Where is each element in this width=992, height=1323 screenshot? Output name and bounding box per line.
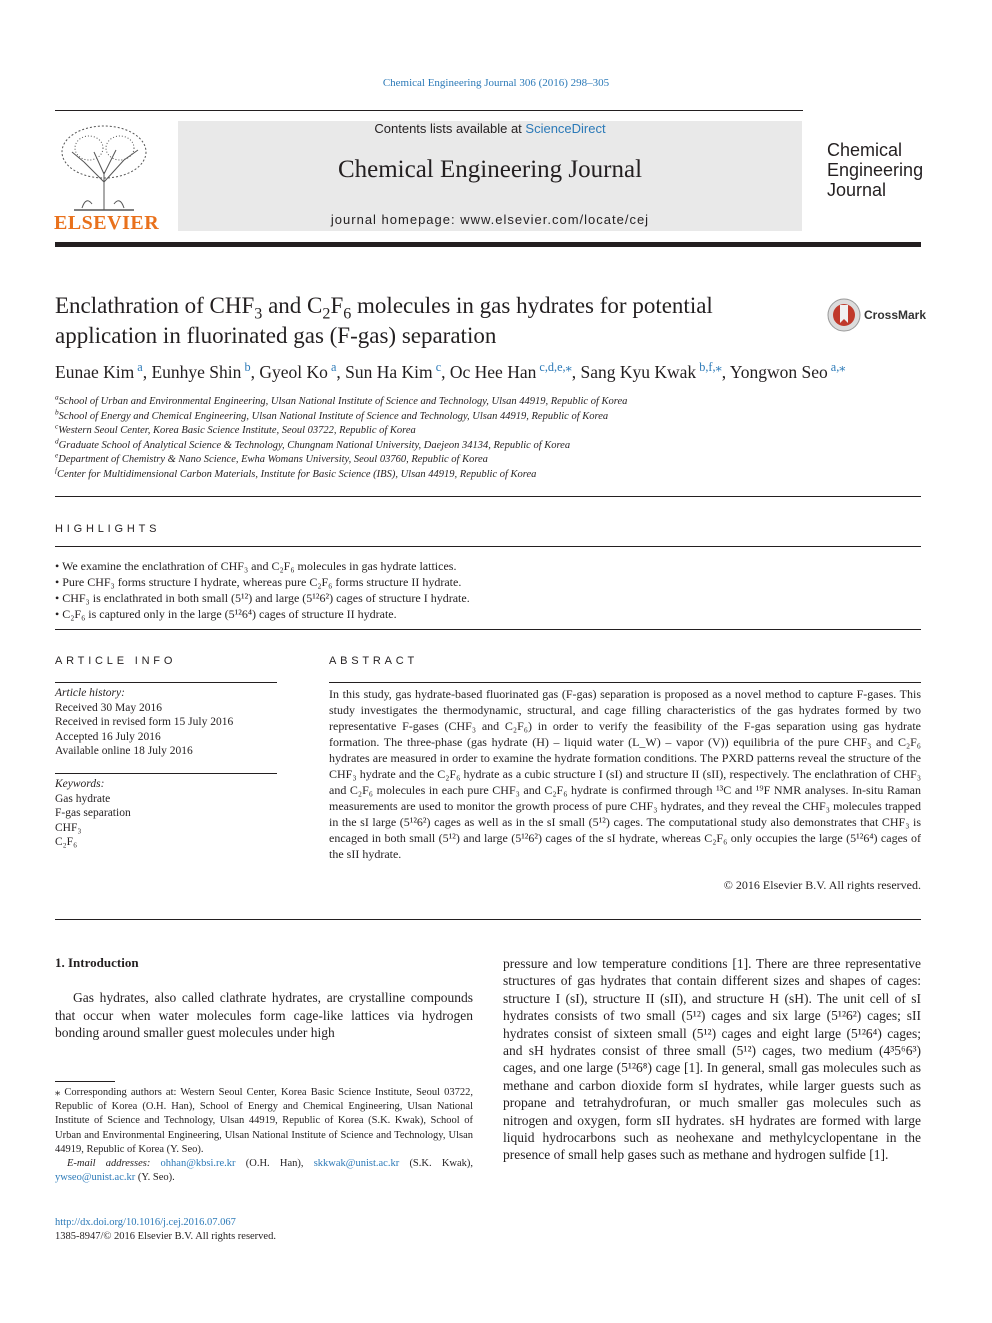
affiliation-text: School of Urban and Environmental Engineering, Ulsan National Institute of Science and Technology, Ulsan 44919, Republic of Korea	[58, 396, 628, 407]
contents-line	[178, 121, 802, 136]
author-name: Oc Hee Han	[449, 362, 537, 382]
crossmark-label: CrossMark	[864, 308, 927, 322]
affiliation-text: School of Energy and Chemical Engineering, Ulsan National Institute of Science and Technology, Ulsan 44919, Republic of Korea	[58, 410, 609, 422]
keyword: CHF₃	[55, 821, 82, 834]
title-subscript: 6	[343, 305, 352, 323]
email-owner: (O.H. Han),	[245, 1158, 304, 1170]
email-label: E-mail addresses:	[67, 1158, 151, 1170]
article-info-heading: ARTICLE INFO	[55, 655, 177, 667]
affiliation-text: Center for Multidimensional Carbon Materials, Institute for Basic Science (IBS), Ulsan 44919, Republic of Korea	[57, 468, 537, 480]
abstract-text: In this study, gas hydrate-based fluorinated gas (F-gas) separation is proposed as a novel method to capture F-gases. This study investigates the thermodynamic, structural, and cage filling characteristics of the gas hydrates formed by two representative F-gases (CHF₃ and C₂F₆) in order to verify the feasibility of the F-gas separation using gas hydrate formation. The three-phase (gas hydrate (H) – liquid water (L_W) – vapor (V)) equilibria of the pure CHF₃ and C₂F₆ hydrates are measured in order to examine the hydrate formation conditions. The PXRD patterns reveal the structure of the CHF₃ hydrate and the C₂F₆ hydrate as a cubic structure I (sI) and structure II (sII), respectively. The enclathration of CHF₃ and C₂F₆ molecules in each pure CHF₃ and C₂F₆ hydrate is confirmed through ¹³C and ¹⁹F NMR analyses. In-situ Raman measurements are used to monitor the growth process of pure CHF₃ hydrates, and they reveal the CHF₃ molecules trapped in the sI large (5¹²6²) cages as well as in the sI small (5¹²) cages. The computational study also demonstrates that CHF₃ is encaged in both small (5¹²) and large (5¹²6²) cages of the sI hydrate, whereas C₂F₆ only occupies the large (5¹²6⁴) cages of the sII hydrate.	[329, 687, 921, 861]
affiliation-key: b	[55, 407, 59, 416]
author-affiliation-mark[interactable]: b	[241, 360, 251, 375]
corresponding-text: ⁎ Corresponding authors at: Western Seoul Center, Korea Basic Science Institute, Seoul 03722, Republic of Korea (O.H. Han), School of Energy and Chemical Engineering, Ulsan National Institute of Science and Technology, Ulsan 44919, Republic of Korea (S.K. Kwak), School of Urban and Environmental Engineering, Ulsan National Institute of Science and Technology, Ulsan 44919, Republic of Korea (Y. Seo).	[55, 1087, 473, 1155]
keyword: F-gas separation	[55, 807, 131, 819]
affiliation-list	[55, 392, 935, 482]
title-part: F	[330, 293, 344, 318]
highlight-item: • Pure CHF₃ forms structure I hydrate, whereas pure C₂F₆ forms structure II hydrate.	[55, 574, 921, 590]
issn-line: 1385-8947/© 2016 Elsevier B.V. All rights reserved.	[55, 1231, 276, 1242]
journal-name: Chemical Engineering Journal	[337, 156, 643, 183]
highlight-item: • C₂F₆ is captured only in the large (5¹²6⁴) cages of structure II hydrate.	[55, 606, 921, 622]
affiliation	[55, 465, 935, 483]
email-link[interactable]: skkwak@unist.ac.kr	[313, 1158, 400, 1170]
contents-prefix: Contents lists available at	[374, 121, 526, 136]
title-part: and C	[262, 293, 323, 318]
title-part: molecules in gas hydrates for potential application in fluorinated gas (F-gas) separation	[55, 293, 713, 348]
history-entry: Available online 18 July 2016	[55, 745, 193, 757]
affiliation-key: a	[55, 392, 59, 402]
author-list: Eunae Kim $^a$, Eunhye Shin $^b$, Gyeol Ko $^a$, Sun Ha Kim $^c$, Oc Hee Han $^{c,d,e,⁎}$, Sang Kyu Kwak $^{b,f,⁎}$, Yongwon Seo $^{a,⁎}$	[55, 360, 846, 382]
email-owner: (S.K. Kwak),	[409, 1158, 474, 1170]
header-top-rule	[55, 110, 803, 111]
footnote-rule	[55, 1081, 115, 1082]
highlights-heading: HIGHLIGHTS	[55, 523, 161, 535]
history-label: Article history:	[55, 687, 125, 699]
keyword: Gas hydrate	[55, 792, 111, 805]
doi-link[interactable]: http://dx.doi.org/10.1016/j.cej.2016.07.067	[55, 1217, 236, 1228]
affiliation	[55, 392, 935, 410]
affiliation	[55, 436, 935, 454]
affiliation-text: Western Seoul Center, Korea Basic Science Institute, Seoul 03722, Republic of Korea	[58, 425, 416, 436]
email-line	[55, 1157, 473, 1185]
divider	[55, 919, 921, 920]
email-owner: (Y. Seo).	[137, 1172, 175, 1184]
divider	[55, 496, 921, 497]
journal-reference[interactable]: Chemical Engineering Journal 306 (2016) 298–305	[382, 77, 610, 89]
section-heading: 1. Introduction	[55, 955, 139, 970]
affiliation	[55, 421, 935, 439]
affiliation-text: Department of Chemistry & Nano Science, Ewha Womans University, Seoul 03760, Republic of Korea	[58, 454, 488, 465]
affiliation-text: Graduate School of Analytical Science & Technology, Chungnam National University, Daejeon 34134, Republic of Korea	[58, 439, 571, 451]
title-subscript: 2	[322, 305, 331, 323]
author-affiliation-mark[interactable]: a	[134, 360, 143, 375]
affiliation-key: e	[55, 450, 59, 460]
highlights-list	[55, 558, 921, 622]
header-thick-rule	[55, 242, 921, 247]
article-title	[55, 291, 815, 351]
divider	[329, 682, 921, 683]
author-name: Yongwon Seo	[729, 362, 828, 382]
affiliation-key: c	[55, 421, 59, 431]
journal-homepage[interactable]: journal homepage: www.elsevier.com/locate/cej	[330, 212, 650, 227]
author-affiliation-mark[interactable]: c	[432, 360, 442, 375]
cover-title-line: Engineering	[827, 160, 924, 180]
affiliation-key: d	[55, 436, 59, 445]
email-link[interactable]: ywseo@unist.ac.kr	[55, 1172, 136, 1184]
title-part: Enclathration of CHF	[55, 293, 255, 318]
intro-paragraph-right: pressure and low temperature conditions [1]. There are three representative structures of gas hydrates that contain different sizes and shapes of cages: structure I (sI), structure II (sII), and structure H (sH). The unit cell of sI hydrates consists of two small (5¹²) cages and six large (5¹²6²) cages; sII hydrates consist of sixteen small (5¹²) cages and eight large (5¹²6⁴) cages; and sH hydrates consist of three small (5¹²) cages, two medium (4³5⁶6³) cages, and one large (5¹²6⁸) cage [1]. In general, small gas molecules such as methane and carbon dioxide form sI hydrates, while larger guests such as propane and tetrahydrofuran, or much smaller gas molecules such as nitrogen and oxygen, form sII hydrates. sH hydrates are formed with large liquid hydrocarbons such as neohexane and methylcyclopentane in the presence of small help gases such as methane and hydrogen sulfide [1].	[503, 956, 921, 1163]
title-subscript: 3	[254, 305, 263, 323]
affiliation	[55, 407, 935, 425]
divider	[55, 546, 921, 547]
author-name: Sang Kyu Kwak	[580, 362, 697, 382]
cover-title-line: Journal	[827, 180, 887, 200]
divider	[55, 629, 921, 630]
sciencedirect-link[interactable]: ScienceDirect	[525, 121, 606, 136]
keywords	[55, 777, 277, 850]
author-name: Eunae Kim	[55, 362, 135, 382]
author-affiliation-mark[interactable]: b,f,⁎	[696, 360, 722, 375]
email-link[interactable]: ohhan@kbsi.re.kr	[160, 1158, 236, 1170]
history-entry: Accepted 16 July 2016	[55, 730, 161, 743]
keyword: C₂F₆	[55, 836, 78, 848]
author-affiliation-mark[interactable]: c,d,e,⁎	[536, 360, 572, 375]
highlight-item: • CHF₃ is enclathrated in both small (5¹²) and large (5¹²6²) cages of structure I hydrate.	[55, 590, 921, 606]
intro-paragraph-left: Gas hydrates, also called clathrate hydrates, are crystalline compounds that occur when water molecules form cage-like lattices via hydrogen bonding around smaller guest molecules under high	[55, 990, 473, 1040]
article-history	[55, 686, 277, 759]
elsevier-wordmark: ELSEVIER	[54, 212, 160, 234]
history-entry: Received 30 May 2016	[55, 701, 162, 714]
author-name: Sun Ha Kim	[345, 362, 433, 382]
abstract-heading: ABSTRACT	[329, 655, 419, 667]
cover-title-line: Chemical	[827, 140, 903, 160]
journal-cover-title	[827, 140, 923, 200]
divider	[55, 773, 277, 774]
highlight-item: • We examine the enclathration of CHF₃ and C₂F₆ molecules in gas hydrate lattices.	[55, 558, 921, 574]
keywords-label: Keywords:	[55, 778, 105, 790]
author-affiliation-mark[interactable]: a,⁎	[827, 360, 846, 375]
author-name: Eunhye Shin	[151, 362, 242, 382]
divider	[55, 682, 277, 683]
author-name: Gyeol Ko	[259, 362, 328, 382]
history-entry: Received in revised form 15 July 2016	[55, 716, 234, 728]
affiliation-key: f	[55, 465, 58, 474]
corresponding-footnote	[55, 1086, 473, 1185]
crossmark-badge[interactable]	[826, 297, 926, 333]
affiliation	[55, 450, 935, 468]
crossmark-icon	[826, 297, 862, 333]
abstract-copyright: © 2016 Elsevier B.V. All rights reserved.	[723, 878, 921, 892]
author-affiliation-mark[interactable]: a	[327, 360, 337, 375]
